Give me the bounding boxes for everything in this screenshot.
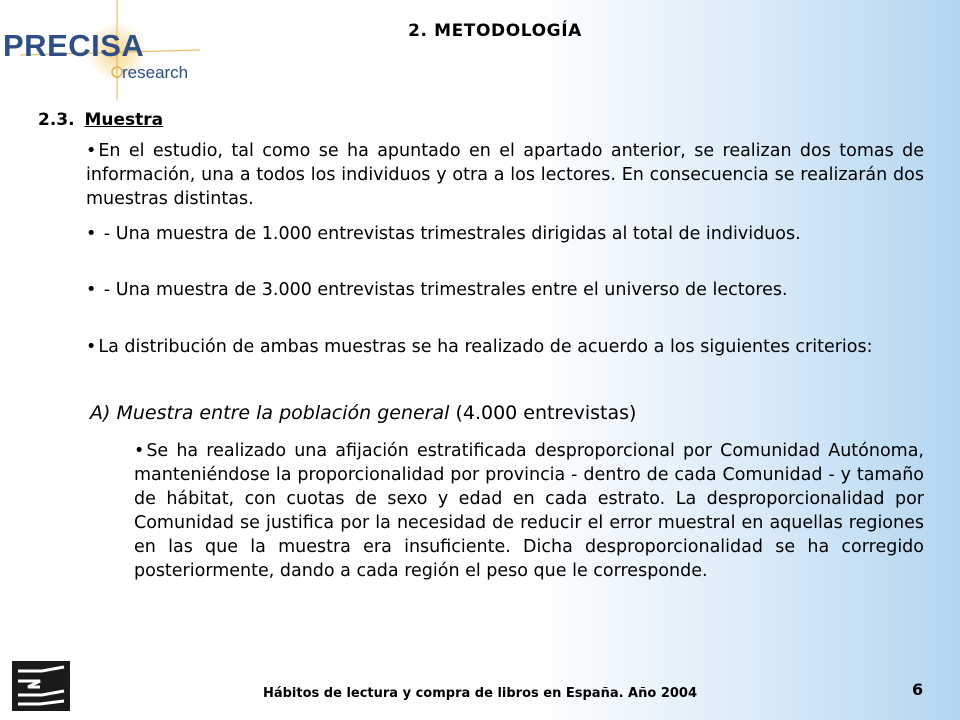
page-number: 6 [912, 680, 924, 699]
paragraph-text: En el estudio, tal como se ha apuntado en el apartado anterior, se realizan dos tomas de información, una a todos los individuos y otra a los lectores. En consecuencia se realizarán dos muestras distintas. [86, 141, 924, 209]
section-number: 2.3. [38, 110, 75, 130]
bullet: • [86, 337, 97, 357]
paragraph-text: - Una muestra de 3.000 entrevistas trimestrales entre el universo de lectores. [98, 280, 788, 300]
bullet: • [86, 280, 97, 300]
subsection-heading [90, 402, 636, 424]
precisa-logo [0, 0, 210, 100]
logo-subtitle: research [122, 63, 189, 82]
section-heading [38, 110, 163, 130]
subsection-rest: (4.000 entrevistas) [449, 402, 637, 424]
subsection-italic: A) Muestra entre la población general [90, 402, 450, 424]
paragraph-distribution [86, 335, 924, 359]
bullet: • [134, 441, 145, 461]
logo-wordmark: PRECISA [3, 28, 145, 63]
footer-caption: Hábitos de lectura y compra de libros en España. Año 2004 [262, 686, 698, 701]
paragraph-sample-readers [86, 278, 924, 302]
paragraph-intro [86, 139, 924, 211]
slide-title: 2. METODOLOGÍA [408, 21, 582, 41]
section-name: Muestra [84, 110, 164, 130]
paragraph-stratification [134, 439, 924, 583]
paragraph-text: La distribución de ambas muestras se ha realizado de acuerdo a los siguientes criterios: [98, 337, 873, 357]
paragraph-text: - Una muestra de 1.000 entrevistas trimestrales dirigidas al total de individuos. [98, 224, 801, 244]
bullet: • [86, 224, 97, 244]
paragraph-text: Se ha realizado una afijación estratificada desproporcional por Comunidad Autónoma, manteniéndose la proporcionalidad por provincia - dentro de cada Comunidad - y tamaño de hábitat, con cuotas de sexo y edad en cada estrato. La desproporcionalidad por Comunidad se justifica por la necesidad de reducir el error muestral en aquellas regiones en las que la muestra era insuficiente. Dicha desproporcionalidad se ha corregido posteriormente, dando a cada región el peso que le corresponde. [134, 441, 924, 581]
paragraph-sample-individuals [86, 222, 924, 246]
bullet: • [86, 141, 97, 161]
